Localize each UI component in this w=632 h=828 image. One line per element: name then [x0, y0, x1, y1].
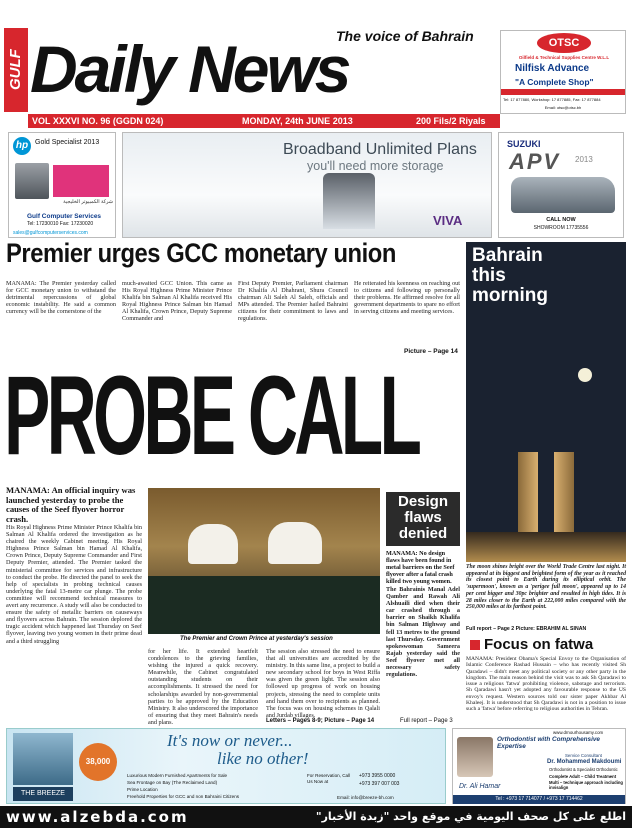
broadband-ad[interactable] [122, 132, 492, 238]
viva-logo: VIVA [433, 213, 463, 228]
nilfisk-brand: Nilfisk Advance [515, 63, 590, 74]
footer-bar [0, 806, 632, 828]
breeze-name: THE BREEZE [13, 787, 73, 801]
breeze-building-image [13, 733, 73, 785]
ortho-title: Orthodontist with Comprehensive Expertise [497, 736, 600, 750]
hp-badge: Gold Specialist 2013 [35, 139, 100, 146]
suzuki-van-image [511, 177, 615, 213]
suzuki-brand: SUZUKI [507, 139, 541, 149]
design-flaws-body: The Bahrainis Manal Adel Qamber and Rawah Ali Alshuaili died when their car crashed through a barrier on Shaikh Khalifa bin Salman Highway and fell 13 metres to the ground last Thursday. Government spokeswoman Sameera Rajab yesterday said the Seef flyover met all necessary safety regulations. [386, 586, 460, 679]
otsc-name: Oilfield & Technical Supplies Centre W.L.L [518, 55, 610, 60]
design-flaws-lede: MANAMA: No design flaws have been found in metal barriers on the Seef flyover after a fatal crash killed two young women. [386, 550, 455, 586]
broadband-man-image [323, 173, 375, 229]
ortho-tel-bar: Tel : +973 17 714077 / +973 17 714462 [453, 795, 625, 804]
suzuki-phone: SHOWROOM 17735556 [533, 225, 589, 231]
fatwa-body: MANAMA: President Obama's Special Envoy to the Organisation of Islamic Conference Rashad Hussain – who has recently visited Sh Qaradawi – didn't meet any political society or any other party in the kingdom. The main reason behind the visit was to ask Sh Qaradawi to issue a religious 'fatwa' prohibiting violence, sabotage and terrorism. Sh Qaradawi hasn't yet adopted any favourable response to the US envoy's request. Western sources told our sister paper Akhbar Al Khaleej. It is understood that Sh Qaradawi is not in a position to issue such a 'fatwa' before referring to religious authorities in Tehran. [466, 656, 626, 713]
volume-number: VOL XXXVI NO. 96 (GGDN 024) [32, 116, 164, 126]
design-flaws-jump: Full report – Page 3 [400, 718, 453, 724]
lead-headline: Premier urges GCC monetary union [6, 238, 396, 268]
otsc-email: Email: otsc@otsc.bh [544, 105, 582, 110]
breeze-price: 38,000 [79, 743, 117, 781]
lead-col-4: He reiterated his keenness on reaching out to citizens and following up personally their problems. He affirmed resolve for all government departments to spare no effort in serving citizens and meeting services. [354, 280, 460, 316]
footer-web[interactable]: www.alzebda.com [6, 808, 189, 826]
fatwa-bullet [470, 640, 480, 650]
orthodontist-ad[interactable] [452, 728, 626, 804]
design-flaws-box [386, 492, 460, 546]
masthead-tagline: The voice of Bahrain [336, 28, 474, 44]
ortho-photo [457, 737, 493, 777]
design-flaws-headline: Design flaws denied [397, 493, 448, 542]
issue-date: MONDAY, 24th JUNE 2013 [242, 116, 353, 126]
probe-col-1: His Royal Highness Prime Minister Prince Khalifa bin Salman Al Khalifa ordered the investigation as he chaired the weekly Cabinet meeting. His Royal Highness Prince Salman bin Hamad Al Khalifa, Crown Prince, Deputy Supreme Commander and First Deputy Premier, attended. The Premier tasked the ministerial committee for services and infrastructure to conduct the probe. He directed the panel to seek the help of specialists in probing technical causes underlying the fatal 13-metre car plunge. The probe committee will recommend technical measures to avert any recurrence. A study will also be conducted to ensure the safety of metallic barriers on causeways and flyovers across Bahrain. The session deplored the tragic accident which happened last Thursday on Seef flyover, leaving two young women in their prime dead and a third struggling [6, 524, 142, 645]
dateline-bar [28, 114, 500, 128]
breeze-bullet-1: Luxurious Modern Furnished Apartments for Sale [127, 773, 228, 778]
broadband-title: Broadband Unlimited Plans [283, 141, 477, 158]
breeze-phone-1: +973 3955 0000 [359, 773, 396, 779]
ortho-web: www.drnourhousamy.com [553, 730, 604, 735]
breeze-bullet-2: Sea Frontage on Bay (The Reclaimed Land) [127, 780, 218, 785]
cabinet-photo [148, 488, 380, 634]
breeze-bullet-3: Prime Location [127, 787, 158, 792]
bahrain-morning-credit: Full report – Page 2 Picture: EBRAHIM AL SINAN [466, 626, 587, 632]
moon-image [578, 368, 592, 382]
suzuki-model: APV [509, 149, 561, 174]
probe-col-2: for her life. It extended heartfelt condolences to the grieving families, wishing the injured a quick recovery. Meanwhile, the Cabinet congratulated outstanding students on their accomplishments. It stressed the need for scholarships awarded by non-governmental parties to be approved by the Education Ministry. It also underscored the importance of ensuring that they meet Bahrain's needs and plans. [148, 648, 258, 726]
broadband-subtitle: you'll need more storage [307, 159, 444, 173]
cabinet-photo-caption: The Premier and Crown Prince at yesterday's session [180, 636, 333, 642]
breeze-headline-2: like no other! [217, 749, 309, 768]
lead-col-2: much-awaited GCC Union. This came as His Royal Highness Prime Minister Prince Khalifa bin Salman Al Khalifa received His Royal Highness Prince Salman bin Hamad Al Khalifa, Crown Prince, Deputy Supreme Commander and [122, 280, 232, 323]
issue-price: 200 Fils/2 Riyals [416, 116, 486, 126]
suzuki-ad[interactable] [498, 132, 624, 238]
breeze-bullet-4: Freehold Properties for GCC and non Bahraini Citizens [127, 794, 240, 799]
ortho-line-1: Complete Adult – Child Treatment [549, 774, 617, 779]
bahrain-morning-caption: The moon shines bright over the World Trade Centre last night. It appeared at its biggest and brightest form of the year as it reached its closest point to Earth during its elliptical orbit. The 'supermoon', known as a 'perigee full moon', appeared up to 14 per cent bigger and 30pc brighter and resulted in high tides. It is 28 miles closer to the Earth at 222,000 miles compared with the 250,000 miles at its farthest point. [466, 564, 626, 611]
probe-col-3: The session also stressed the need to ensure that all universities are accredited by the ministry. In this same line, a project to build a new secondary school for boys in West Riffa was given the green light. The session also followed up progress of work on housing projects, stressing the need to complete units and hand them over to recipients as planned. The focus was on housing schemes in Qalali and Jurdab villages. [266, 648, 380, 719]
ortho-clinic: Dr. Ali Hamar [459, 783, 501, 790]
ortho-doctor: Dr. Mohammed Makdoumi [547, 759, 622, 765]
hp-logo: hp [13, 137, 31, 155]
ortho-line-2: Multi – technique approach including invisalign [549, 780, 623, 790]
lead-col-3: First Deputy Premier, Parliament chairman Dr Khalifa Al Dhahrani, Shura Council chairman Ali Saleh Al Saleh, officials and MPs attended. The Premier hailed Bahraini citizens for their commitment to laws and regulations. [238, 280, 348, 323]
hp-web: sales@gulfcomputerservices.com [13, 230, 88, 236]
printer-promo [53, 165, 109, 197]
suzuki-call: CALL NOW [546, 217, 576, 223]
hp-phone: Tel: 17230010 Fax: 17230020 [27, 221, 94, 227]
breeze-email: Email: info@breeze-bh.com [337, 795, 394, 800]
otsc-ad[interactable] [500, 30, 626, 114]
gulf-badge: GULF [4, 28, 28, 112]
ortho-specialty: Orthodontist & Specialist Orthodontic [549, 767, 618, 772]
probe-jump: Letters – Pages 8-9; Picture – Page 14 [266, 718, 375, 724]
bahrain-morning-box [466, 242, 626, 562]
suzuki-year: 2013 [575, 155, 593, 164]
hp-ad[interactable]: hp Gold Specialist 2013 شركة الكمبيوتر الخليجية Gulf Computer Services Tel: 17230010 Fax: 17230020 sales@gulfcomputerservices.com [8, 132, 116, 238]
fatwa-headline: Focus on fatwa [484, 636, 594, 653]
bahrain-morning-title: Bahrain this morning [472, 245, 548, 306]
probe-lede: MANAMA: An official inquiry was launched yesterday to probe the causes of the Seef flyover horror crash. [6, 485, 136, 524]
probe-headline: PROBE CALL [4, 353, 419, 478]
otsc-logo: OTSC [537, 33, 591, 53]
ortho-service: Service Consultant [565, 753, 602, 758]
footer-arabic: اطلع على كل صحف اليومية في موقع واحد "زبدة الأخبار" [315, 810, 626, 823]
masthead-title: Daily News [30, 32, 349, 106]
otsc-contact: Tel: 17 877880, Workshop: 17 877885, Fax: 17 877884 [503, 97, 601, 102]
breeze-phone-2: +973 397 007 003 [359, 781, 400, 787]
hp-company: Gulf Computer Services [27, 213, 102, 220]
lead-col-1: MANAMA: The Premier yesterday called for GCC monetary union to withstand the detrimental repercussions of global economic instability. He said a common currency will be the cornerstone of the [6, 280, 116, 316]
printer-image [15, 163, 49, 199]
breeze-headline-1: It's now or never... [167, 731, 293, 750]
otsc-slogan: "A Complete Shop" [515, 77, 594, 87]
lead-jump: Picture – Page 14 [404, 348, 458, 355]
breeze-ad[interactable] [6, 728, 446, 804]
breeze-contact: For Reservation, Call Us Now at [307, 773, 351, 784]
